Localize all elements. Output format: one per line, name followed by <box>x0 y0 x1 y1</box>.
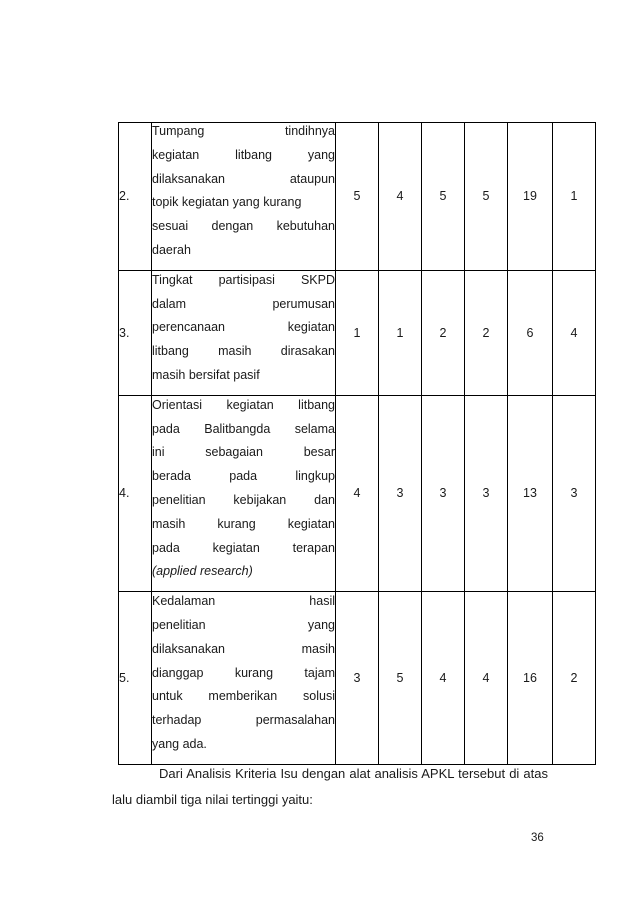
row-number: 3. <box>119 270 152 395</box>
description-line: (applied research) <box>152 564 253 579</box>
description-line: yang ada. <box>152 736 207 751</box>
description-line: dilaksanakan ataupun <box>152 171 335 186</box>
description-line: litbang masih dirasakan <box>152 344 335 359</box>
description-line: topik kegiatan yang kurang <box>152 195 302 210</box>
score-cell: 5 <box>336 123 379 271</box>
table-row <box>119 270 596 395</box>
issue-description <box>152 270 336 395</box>
score-cell: 2 <box>465 270 508 395</box>
score-cell: 6 <box>508 270 553 395</box>
description-line: Tingkat partisipasi SKPD <box>152 272 335 287</box>
row-number: 2. <box>119 123 152 271</box>
score-cell: 1 <box>336 270 379 395</box>
description-line: daerah <box>152 242 191 257</box>
apkl-criteria-table <box>118 122 596 765</box>
description-line: untuk memberikan solusi <box>152 689 335 704</box>
description-line: dilaksanakan masih <box>152 641 335 656</box>
score-cell: 3 <box>422 395 465 591</box>
description-line: kegiatan litbang yang <box>152 147 335 162</box>
score-cell: 4 <box>379 123 422 271</box>
score-cell: 3 <box>465 395 508 591</box>
score-cell: 5 <box>422 123 465 271</box>
score-cell: 4 <box>553 270 596 395</box>
description-line: masih kurang kegiatan <box>152 516 335 531</box>
score-cell: 5 <box>379 592 422 765</box>
description-line: perencanaan kegiatan <box>152 320 335 335</box>
description-line: Tumpang tindihnya <box>152 124 335 138</box>
description-line: pada kegiatan terapan <box>152 540 335 555</box>
description-line: dianggap kurang tajam <box>152 665 335 680</box>
description-line: dalam perumusan <box>152 296 335 311</box>
issue-description <box>152 123 336 271</box>
table-row <box>119 395 596 591</box>
table-row <box>119 592 596 765</box>
score-cell: 1 <box>379 270 422 395</box>
score-cell: 19 <box>508 123 553 271</box>
score-cell: 3 <box>379 395 422 591</box>
description-line: penelitian kebijakan dan <box>152 492 335 507</box>
row-number: 4. <box>119 395 152 591</box>
score-cell: 1 <box>553 123 596 271</box>
score-cell: 3 <box>553 395 596 591</box>
row-number: 5. <box>119 592 152 765</box>
score-cell: 4 <box>465 592 508 765</box>
description-line: ini sebagaian besar <box>152 445 335 460</box>
description-line: Kedalaman hasil <box>152 594 335 609</box>
issue-description <box>152 395 336 591</box>
score-cell: 3 <box>336 592 379 765</box>
paragraph-line-1: Dari Analisis Kriteria Isu dengan alat analisis APKL tersebut di atas <box>159 766 548 781</box>
score-cell: 4 <box>336 395 379 591</box>
description-line: masih bersifat pasif <box>152 367 260 382</box>
score-cell: 16 <box>508 592 553 765</box>
paragraph-line-2: lalu diambil tiga nilai tertinggi yaitu: <box>112 792 313 807</box>
table-row <box>119 123 596 271</box>
description-line: sesuai dengan kebutuhan <box>152 219 335 234</box>
score-cell: 2 <box>422 270 465 395</box>
score-cell: 13 <box>508 395 553 591</box>
description-line: terhadap permasalahan <box>152 713 335 728</box>
description-line: berada pada lingkup <box>152 469 335 484</box>
score-cell: 4 <box>422 592 465 765</box>
score-cell: 5 <box>465 123 508 271</box>
issue-description <box>152 592 336 765</box>
score-cell: 2 <box>553 592 596 765</box>
description-line: Orientasi kegiatan litbang <box>152 397 335 412</box>
page-number: 36 <box>531 832 544 844</box>
description-line: penelitian yang <box>152 617 335 632</box>
description-line: pada Balitbangda selama <box>152 421 335 436</box>
